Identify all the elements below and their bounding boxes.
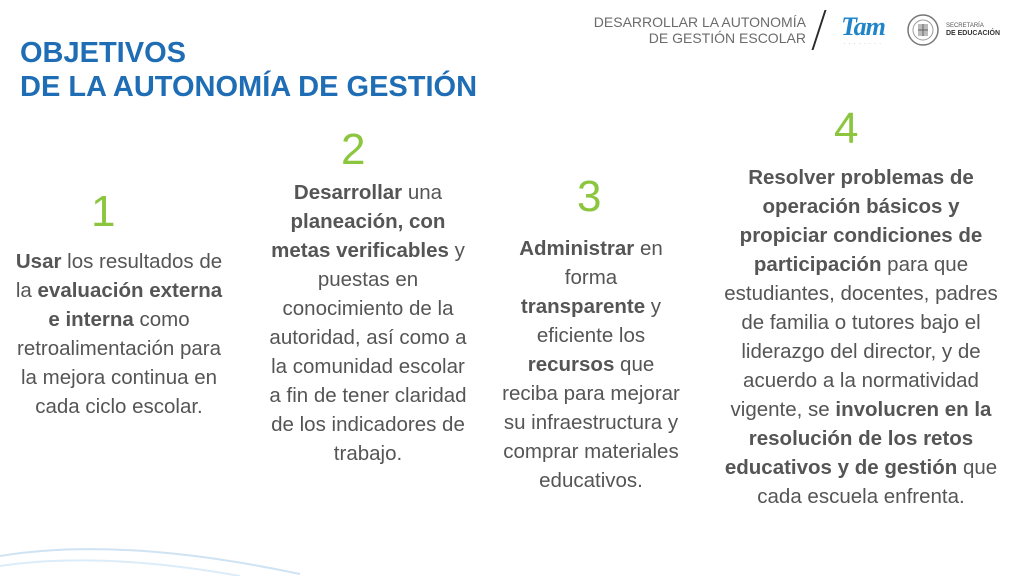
page-title <box>20 36 477 104</box>
emphasis-text: Administrar <box>519 237 635 260</box>
decorative-swoosh <box>0 516 300 576</box>
header-divider <box>811 10 826 50</box>
body-text: que reciba para mejorar su infraestructura y comprar materiales educativos. <box>502 353 680 492</box>
emphasis-text: Resolver problemas de operación básicos y propiciar condiciones de participación <box>739 166 983 276</box>
program-label-line1: DESARROLLAR LA AUTONOMÍA <box>593 14 806 30</box>
emphasis-text: evaluación externa e interna <box>37 279 223 331</box>
page-title-line2: DE LA AUTONOMÍA DE GESTIÓN <box>20 71 478 103</box>
program-label <box>594 14 806 46</box>
body-text: y puestas en conocimiento de la autoridad, así como a la comunidad escolar a fin de tener claridad de los indicadores de trabajo. <box>269 239 467 465</box>
emphasis-text: Desarrollar <box>293 181 403 204</box>
body-text: que cada escuela enfrenta. <box>757 456 998 508</box>
body-text: en forma <box>564 237 663 289</box>
tam-logo <box>832 10 894 50</box>
objective-number-4: 4 <box>834 104 859 153</box>
secretaria-line1: SECRETARÍA <box>945 23 984 29</box>
body-text: y eficiente los <box>536 295 662 347</box>
objective-number-2: 2 <box>341 125 366 174</box>
body-text: los resultados de la <box>15 250 223 302</box>
objective-text-2 <box>266 178 470 468</box>
emphasis-text: planeación, con metas verificables <box>271 210 449 262</box>
tam-logo-tagline-graphic: · · · · · · · · <box>843 40 882 47</box>
body-text: una <box>402 181 443 204</box>
objective-number-1: 1 <box>91 187 116 236</box>
secretaria-line2: DE EDUCACIÓN <box>945 30 1000 37</box>
emphasis-text: transparente <box>520 295 646 318</box>
emphasis-text: Usar <box>15 250 62 273</box>
secretaria-educacion-logo <box>946 22 1000 38</box>
tam-logo-word: Tam <box>841 11 885 41</box>
objective-text-4 <box>716 163 1006 511</box>
objective-text-3 <box>500 234 682 495</box>
body-text: como retroalimentación para la mejora continua en cada ciclo escolar. <box>17 308 221 418</box>
objective-number-3: 3 <box>577 172 602 221</box>
objective-text-1 <box>14 247 224 421</box>
state-seal-icon <box>906 13 940 47</box>
body-text: para que estudiantes, docentes, padres de familia o tutores bajo el liderazgo del director, y de acuerdo a la normatividad vigente, se <box>724 253 998 421</box>
header-branding <box>594 10 1000 50</box>
emphasis-text: involucren en la resolución de los retos educativos y de gestión <box>724 398 992 479</box>
emphasis-text: recursos <box>527 353 615 376</box>
page-title-line1: OBJETIVOS <box>20 37 186 69</box>
program-label-line2: DE GESTIÓN ESCOLAR <box>648 30 806 46</box>
